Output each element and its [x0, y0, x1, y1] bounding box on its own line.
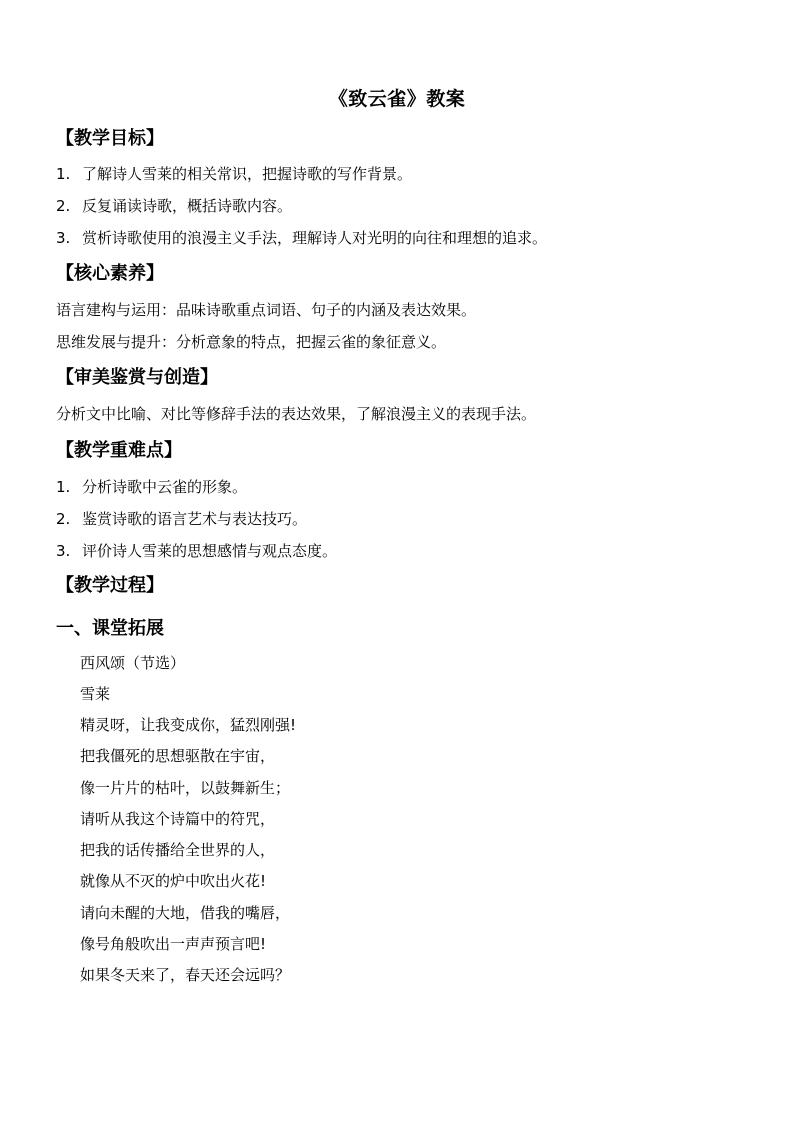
- key-points-heading: [56, 439, 746, 463]
- poem-line: 把我僵死的思想驱散在宇宙，: [80, 747, 276, 765]
- poem-line: 像号角般吹出一声声预言吧!: [80, 935, 267, 953]
- paragraph-text: 语言建构与运用：品味诗歌重点词语、句子的内涵及表达效果。: [56, 301, 477, 319]
- poem-line: 像一片片的枯叶，以鼓舞新生；: [80, 779, 291, 797]
- item-text: 了解诗人雪莱的相关常识，把握诗歌的写作背景。: [82, 165, 413, 183]
- poem-author: 雪莱: [80, 685, 111, 703]
- item-number: 1.: [56, 165, 71, 183]
- poem-line: 把我的话传播给全世界的人，: [80, 841, 276, 859]
- key-point-item: [56, 541, 746, 561]
- item-number: 2.: [56, 510, 71, 528]
- core-heading: [56, 262, 746, 286]
- objectives-heading: [56, 127, 746, 151]
- key-point-item: [56, 509, 746, 529]
- subsection-heading: 一、课堂拓展: [56, 618, 164, 639]
- poem-line: 请听从我这个诗篇中的符咒，: [80, 810, 276, 828]
- objective-item: [56, 164, 746, 184]
- paragraph-text: 分析文中比喻、对比等修辞手法的表达效果，了解浪漫主义的表现手法。: [56, 405, 537, 423]
- core-line: [56, 332, 746, 352]
- objective-item: [56, 228, 746, 248]
- poem-line: 请向未醒的大地，借我的嘴唇，: [80, 904, 291, 922]
- item-number: 3.: [56, 542, 71, 560]
- poem-line: 如果冬天来了，春天还会远吗？: [80, 966, 291, 984]
- key-point-item: [56, 477, 746, 497]
- item-text: 分析诗歌中云雀的形象。: [82, 478, 248, 496]
- poem-line: 精灵呀，让我变成你，猛烈刚强!: [80, 716, 297, 734]
- section-heading: 【审美鉴赏与创造】: [56, 367, 218, 388]
- item-number: 1.: [56, 478, 71, 496]
- item-text: 鉴赏诗歌的语言艺术与表达技巧。: [82, 510, 308, 528]
- paragraph-text: 思维发展与提升：分析意象的特点，把握云雀的象征意义。: [56, 333, 447, 351]
- poem-title: 西风颂（节选）: [80, 654, 186, 672]
- item-text: 评价诗人雪莱的思想感情与观点态度。: [82, 542, 338, 560]
- process-heading: [56, 574, 746, 598]
- objective-item: [56, 196, 746, 216]
- item-text: 反复诵读诗歌，概括诗歌内容。: [82, 197, 293, 215]
- section-heading: 【教学重难点】: [56, 440, 182, 461]
- process-subheading: [56, 617, 746, 641]
- aesthetic-line: [56, 404, 746, 424]
- core-line: [56, 300, 746, 320]
- section-heading: 【核心素养】: [56, 263, 164, 284]
- item-text: 赏析诗歌使用的浪漫主义手法，理解诗人对光明的向往和理想的追求。: [82, 229, 548, 247]
- document-title: 《致云雀》教案: [328, 88, 466, 110]
- poem-line: 就像从不灭的炉中吹出火花!: [80, 872, 267, 890]
- section-heading: 【教学目标】: [56, 128, 164, 149]
- item-number: 2.: [56, 197, 71, 215]
- item-number: 3.: [56, 229, 71, 247]
- aesthetic-heading: [56, 366, 746, 390]
- section-heading: 【教学过程】: [56, 575, 164, 596]
